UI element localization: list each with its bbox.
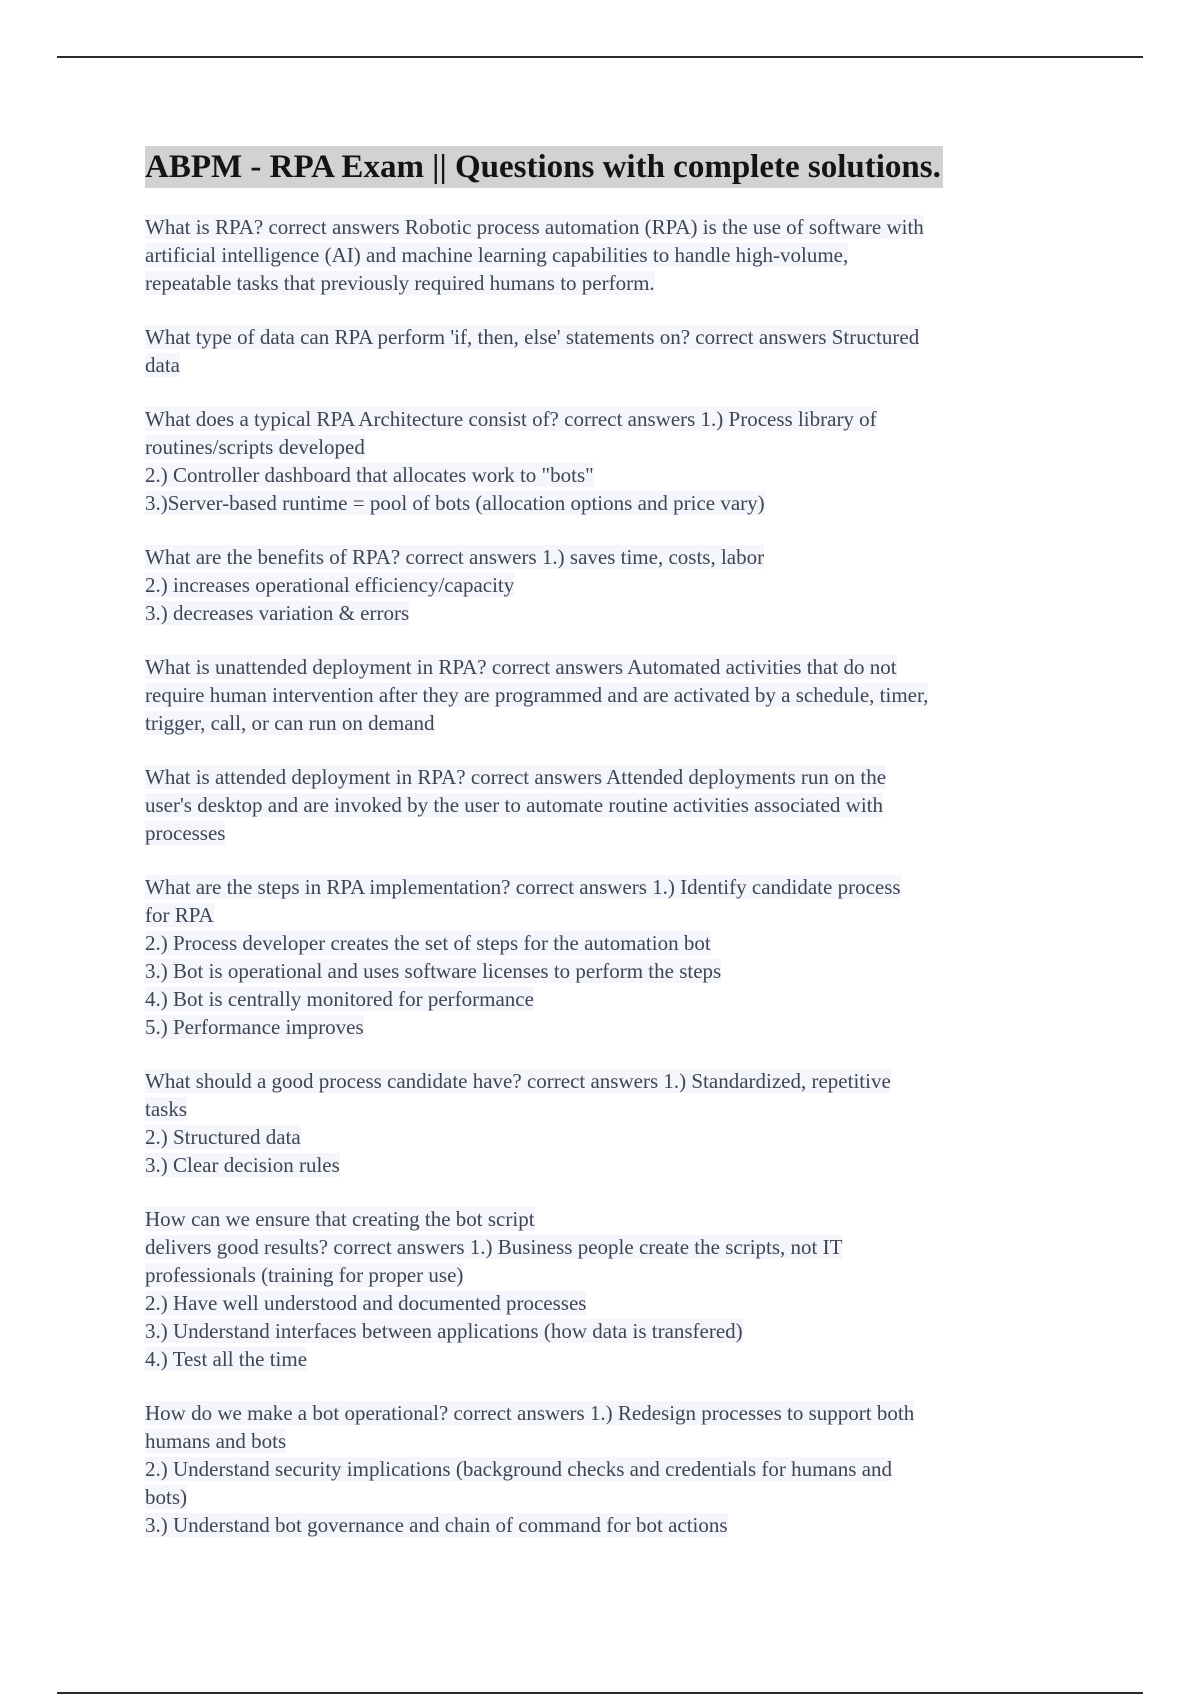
qa-line: [145, 985, 1070, 1013]
qa-line-text: 3.) Understand interfaces between applications (how data is transfered): [145, 1319, 743, 1343]
qa-line: [145, 1427, 1070, 1455]
qa-line: [145, 405, 1070, 433]
qa-line: [145, 653, 1070, 681]
qa-line: [145, 1261, 1070, 1289]
document-title: ABPM - RPA Exam || Questions with complete solutions.: [145, 146, 943, 188]
qa-line: [145, 241, 1070, 269]
qa-line: [145, 269, 1070, 297]
qa-line-text: delivers good results? correct answers 1.) Business people create the scripts, not IT: [145, 1235, 843, 1259]
qa-line-text: What are the benefits of RPA? correct answers 1.) saves time, costs, labor: [145, 545, 765, 569]
qa-line-text: 2.) Structured data: [145, 1125, 301, 1149]
qa-line-text: for RPA: [145, 903, 214, 927]
qa-line-text: What should a good process candidate have? correct answers 1.) Standardized, repetitive: [145, 1069, 891, 1093]
qa-line: [145, 351, 1070, 379]
qa-line: [145, 901, 1070, 929]
qa-entry: [145, 543, 1070, 627]
qa-line-text: 2.) increases operational efficiency/capacity: [145, 573, 515, 597]
qa-line-text: 2.) Have well understood and documented processes: [145, 1291, 587, 1315]
qa-line-text: user's desktop and are invoked by the user to automate routine activities associated with: [145, 793, 883, 817]
qa-line: [145, 1233, 1070, 1261]
qa-line: [145, 571, 1070, 599]
qa-line-text: 3.) Clear decision rules: [145, 1153, 340, 1177]
qa-line: [145, 957, 1070, 985]
qa-line: [145, 1013, 1070, 1041]
qa-line: [145, 1345, 1070, 1373]
qa-entry: [145, 1205, 1070, 1373]
qa-line-text: bots): [145, 1485, 187, 1509]
qa-line-text: How do we make a bot operational? correct answers 1.) Redesign processes to support both: [145, 1401, 915, 1425]
qa-line: [145, 763, 1070, 791]
qa-entry: [145, 213, 1070, 297]
qa-line: [145, 1095, 1070, 1123]
qa-line: [145, 791, 1070, 819]
qa-line: [145, 543, 1070, 571]
qa-line: [145, 929, 1070, 957]
qa-line-text: What is RPA? correct answers Robotic process automation (RPA) is the use of software with: [145, 215, 924, 239]
qa-entry: [145, 1399, 1070, 1539]
qa-line: [145, 461, 1070, 489]
qa-entry: [145, 323, 1070, 379]
qa-line-text: 3.) Understand bot governance and chain of command for bot actions: [145, 1513, 728, 1537]
qa-entry: [145, 653, 1070, 737]
qa-line: [145, 681, 1070, 709]
qa-line-text: artificial intelligence (AI) and machine learning capabilities to handle high-volume,: [145, 243, 849, 267]
qa-line: [145, 1483, 1070, 1511]
qa-line: [145, 709, 1070, 737]
qa-line-text: 4.) Bot is centrally monitored for performance: [145, 987, 534, 1011]
qa-line: [145, 819, 1070, 847]
qa-line-text: 2.) Process developer creates the set of steps for the automation bot: [145, 931, 711, 955]
qa-line: [145, 1151, 1070, 1179]
qa-line: [145, 1067, 1070, 1095]
qa-entry: [145, 405, 1070, 517]
qa-line-text: routines/scripts developed: [145, 435, 365, 459]
qa-line: [145, 1205, 1070, 1233]
qa-line-text: How can we ensure that creating the bot script: [145, 1207, 535, 1231]
qa-line-text: data: [145, 353, 180, 377]
qa-line-text: 2.) Controller dashboard that allocates work to "bots": [145, 463, 594, 487]
qa-line-text: What does a typical RPA Architecture consist of? correct answers 1.) Process library of: [145, 407, 877, 431]
qa-line-text: repeatable tasks that previously required humans to perform.: [145, 271, 655, 295]
qa-line: [145, 1399, 1070, 1427]
qa-line-text: What are the steps in RPA implementation? correct answers 1.) Identify candidate process: [145, 875, 901, 899]
qa-line-text: What is unattended deployment in RPA? correct answers Automated activities that do not: [145, 655, 897, 679]
qa-entry: [145, 873, 1070, 1041]
qa-line: [145, 873, 1070, 901]
qa-line-text: 3.) decreases variation & errors: [145, 601, 410, 625]
qa-entry: [145, 763, 1070, 847]
qa-entry: [145, 1067, 1070, 1179]
bottom-rule: [57, 1692, 1143, 1694]
qa-line: [145, 1289, 1070, 1317]
qa-line-text: require human intervention after they are programmed and are activated by a schedule, timer,: [145, 683, 929, 707]
qa-line-text: 2.) Understand security implications (background checks and credentials for humans and: [145, 1457, 893, 1481]
qa-line-text: humans and bots: [145, 1429, 287, 1453]
qa-line-text: trigger, call, or can run on demand: [145, 711, 435, 735]
qa-line: [145, 1123, 1070, 1151]
qa-line: [145, 213, 1070, 241]
qa-line: [145, 1511, 1070, 1539]
qa-list: [145, 213, 1070, 1539]
qa-line-text: 5.) Performance improves: [145, 1015, 364, 1039]
qa-line: [145, 599, 1070, 627]
qa-line-text: 4.) Test all the time: [145, 1347, 308, 1371]
qa-line-text: processes: [145, 821, 226, 845]
qa-line: [145, 323, 1070, 351]
document-body: [145, 146, 1070, 1565]
top-rule: [57, 56, 1143, 58]
qa-line-text: What is attended deployment in RPA? correct answers Attended deployments run on the: [145, 765, 887, 789]
qa-line-text: professionals (training for proper use): [145, 1263, 464, 1287]
qa-line: [145, 1455, 1070, 1483]
qa-line-text: 3.)Server-based runtime = pool of bots (allocation options and price vary): [145, 491, 765, 515]
qa-line-text: 3.) Bot is operational and uses software licenses to perform the steps: [145, 959, 722, 983]
qa-line-text: tasks: [145, 1097, 187, 1121]
qa-line: [145, 1317, 1070, 1345]
qa-line-text: What type of data can RPA perform 'if, then, else' statements on? correct answers Structured: [145, 325, 920, 349]
qa-line: [145, 433, 1070, 461]
qa-line: [145, 489, 1070, 517]
